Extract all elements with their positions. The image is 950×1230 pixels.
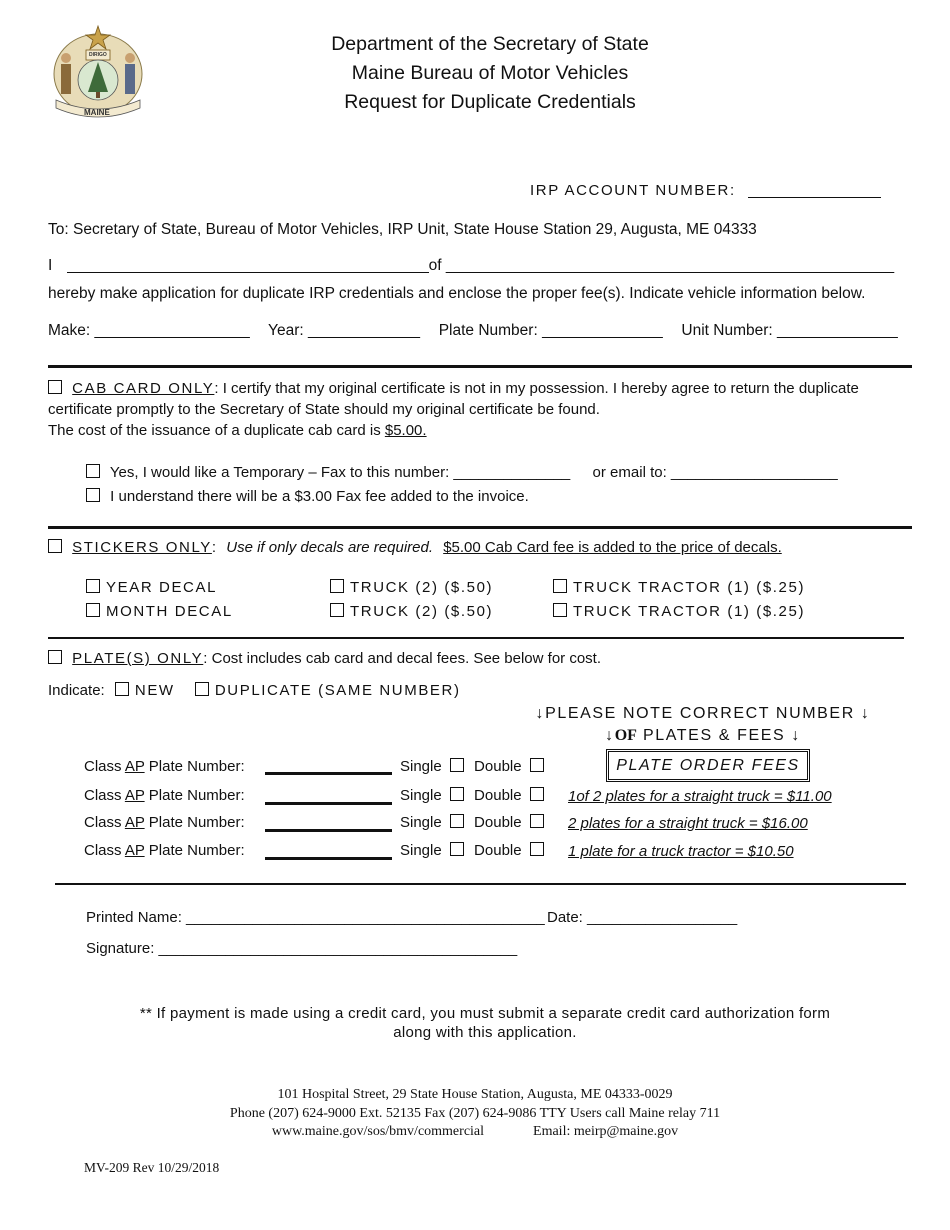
make-label: Make: bbox=[48, 322, 91, 339]
plate-row-class-label: Class bbox=[84, 842, 125, 859]
seal-motto: DIRIGO bbox=[89, 52, 107, 58]
to-line: To: Secretary of State, Bureau of Motor Vehicles, IRP Unit, State House Station 29, Augusta, ME 04333 bbox=[48, 221, 757, 238]
plate-row-ap: AP bbox=[124, 842, 145, 859]
plate-number-field[interactable]: ______________ bbox=[542, 322, 663, 339]
credit-card-note-line1: ** If payment is made using a credit card, you must submit a separate credit card authorization form bbox=[139, 1005, 831, 1022]
footer-email-link[interactable]: Email: meirp@maine.gov bbox=[533, 1124, 679, 1139]
plate-number-field-4[interactable] bbox=[265, 857, 392, 860]
printed-name-field[interactable]: Printed Name: ___________________________________________ bbox=[86, 909, 545, 926]
single-label: Single bbox=[400, 758, 442, 775]
single-label: Single bbox=[400, 842, 442, 859]
truck-decal-label-1: TRUCK (2) ($.50) bbox=[350, 579, 494, 596]
plate-row-class-label: Class bbox=[84, 814, 125, 831]
decal-option-truck-2 bbox=[330, 603, 493, 620]
plate-number-field-1[interactable] bbox=[265, 772, 392, 775]
applicant-of-field[interactable]: ____________________________________________________ bbox=[445, 257, 895, 274]
temporary-fax-checkbox[interactable] bbox=[86, 464, 100, 478]
plate-number-label: Plate Number: bbox=[438, 322, 538, 339]
plate-row-number-label: Plate Number: bbox=[144, 814, 245, 831]
double-checkbox-2[interactable] bbox=[530, 787, 544, 801]
plate-row-ap: AP bbox=[124, 814, 145, 831]
tractor-decal-label-2: TRUCK TRACTOR (1) ($.25) bbox=[573, 603, 806, 620]
year-decal-checkbox[interactable] bbox=[86, 579, 100, 593]
section-divider bbox=[48, 526, 912, 529]
new-plate-checkbox[interactable] bbox=[115, 682, 129, 696]
truck-decal-checkbox-2[interactable] bbox=[330, 603, 344, 617]
section-divider bbox=[55, 883, 906, 885]
decal-option-truck-1 bbox=[330, 579, 493, 596]
unit-number-label: Unit Number: bbox=[681, 322, 773, 339]
decal-option-year bbox=[86, 579, 217, 596]
date-field[interactable]: Date: __________________ bbox=[547, 909, 738, 926]
plates-checkbox[interactable] bbox=[48, 650, 62, 664]
plate-row-ap: AP bbox=[124, 787, 145, 804]
tractor-decal-label-1: TRUCK TRACTOR (1) ($.25) bbox=[573, 579, 806, 596]
footer-phone: Phone (207) 624-9000 Ext. 52135 Fax (207) 624-9086 TTY Users call Maine relay 711 bbox=[229, 1105, 721, 1121]
seal-name: MAINE bbox=[84, 108, 110, 117]
plate-row-2 bbox=[84, 787, 245, 804]
make-field[interactable]: __________________ bbox=[94, 322, 250, 339]
credit-card-note-line2: along with this application. bbox=[393, 1024, 577, 1041]
double-checkbox-1[interactable] bbox=[530, 758, 544, 772]
year-decal-label: YEAR DECAL bbox=[106, 579, 218, 596]
tractor-decal-checkbox-1[interactable] bbox=[553, 579, 567, 593]
plates-title: PLATE(S) ONLY bbox=[72, 650, 204, 667]
plate-number-field-3[interactable] bbox=[265, 829, 392, 832]
header-bureau: Maine Bureau of Motor Vehicles bbox=[351, 62, 629, 84]
stickers-checkbox[interactable] bbox=[48, 539, 62, 553]
single-checkbox-3[interactable] bbox=[450, 814, 464, 828]
plates-note-line1: ↓PLEASE NOTE CORRECT NUMBER ↓ bbox=[535, 705, 871, 722]
section-divider bbox=[48, 365, 912, 368]
applicant-name-field[interactable] bbox=[67, 258, 429, 273]
maine-state-seal bbox=[48, 20, 148, 120]
double-label: Double bbox=[474, 814, 522, 831]
plates-note-of: OF bbox=[614, 727, 637, 744]
decal-option-tractor-1 bbox=[553, 579, 805, 596]
plate-row-2-options bbox=[400, 787, 550, 804]
temporary-fax-row bbox=[86, 464, 838, 481]
plate-row-number-label: Plate Number: bbox=[144, 758, 245, 775]
fee-item-1: 1of 2 plates for a straight truck = $11.00 bbox=[568, 788, 832, 805]
fax-fee-checkbox[interactable] bbox=[86, 488, 100, 502]
vehicle-info-row bbox=[48, 322, 898, 340]
stickers-title: STICKERS ONLY bbox=[72, 539, 212, 556]
duplicate-plate-checkbox[interactable] bbox=[195, 682, 209, 696]
header-form-title: Request for Duplicate Credentials bbox=[344, 91, 636, 113]
fee-item-3: 1 plate for a truck tractor = $10.50 bbox=[568, 843, 794, 860]
fax-fee-row bbox=[86, 488, 529, 505]
temporary-fax-label: Yes, I would like a Temporary – Fax to this number: ______________ bbox=[109, 464, 571, 481]
double-label: Double bbox=[474, 842, 522, 859]
signature-field[interactable]: Signature: ___________________________________________ bbox=[86, 940, 518, 957]
plates-section bbox=[48, 650, 601, 667]
cab-card-certify-text: : I certify that my original certificate is not in my possession. I hereby agree to return the duplicate bbox=[214, 380, 859, 397]
cab-card-title: CAB CARD ONLY bbox=[72, 380, 215, 397]
double-checkbox-3[interactable] bbox=[530, 814, 544, 828]
footer-address: 101 Hospital Street, 29 State House Station, Augusta, ME 04333-0029 bbox=[277, 1087, 673, 1102]
header-department: Department of the Secretary of State bbox=[331, 33, 649, 55]
cab-card-checkbox[interactable] bbox=[48, 380, 62, 394]
plate-row-class-label: Class bbox=[84, 758, 125, 775]
unit-number-field[interactable]: ______________ bbox=[777, 322, 898, 339]
fee-item-2: 2 plates for a straight truck = $16.00 bbox=[568, 815, 808, 832]
credit-card-note bbox=[120, 1004, 850, 1042]
plate-row-3 bbox=[84, 814, 245, 831]
plate-row-class-label: Class bbox=[84, 787, 125, 804]
plate-row-number-label: Plate Number: bbox=[144, 787, 245, 804]
single-label: Single bbox=[400, 814, 442, 831]
cab-card-section bbox=[48, 378, 859, 441]
double-checkbox-4[interactable] bbox=[530, 842, 544, 856]
applicant-row bbox=[48, 257, 894, 275]
double-label: Double bbox=[474, 787, 522, 804]
plate-row-number-label: Plate Number: bbox=[144, 842, 245, 859]
cab-card-cost-value: $5.00. bbox=[384, 422, 427, 439]
single-checkbox-1[interactable] bbox=[450, 758, 464, 772]
cab-card-certify-text-2: certificate promptly to the Secretary of State should my original certificate be found. bbox=[48, 401, 600, 418]
applicant-of-label: of bbox=[428, 257, 442, 274]
form-id: MV-209 Rev 10/29/2018 bbox=[84, 1160, 220, 1175]
plates-text: : Cost includes cab card and decal fees. See below for cost. bbox=[203, 650, 602, 667]
stickers-note: Use if only decals are required. bbox=[226, 539, 434, 556]
tractor-decal-checkbox-2[interactable] bbox=[553, 603, 567, 617]
month-decal-checkbox[interactable] bbox=[86, 603, 100, 617]
stickers-section bbox=[48, 539, 782, 556]
truck-decal-label-2: TRUCK (2) ($.50) bbox=[350, 603, 494, 620]
decal-option-tractor-2 bbox=[553, 603, 805, 620]
plates-note bbox=[518, 703, 888, 747]
year-label: Year: bbox=[268, 322, 304, 339]
plates-note-arrow: ↓ bbox=[605, 727, 615, 744]
double-label: Double bbox=[474, 758, 522, 775]
single-checkbox-4[interactable] bbox=[450, 842, 464, 856]
indicate-label: Indicate: bbox=[48, 682, 105, 699]
email-label[interactable]: or email to: ____________________ bbox=[592, 464, 838, 481]
plate-row-1-options bbox=[400, 758, 550, 775]
cab-card-cost-text: The cost of the issuance of a duplicate cab card is bbox=[48, 422, 385, 439]
plate-row-ap: AP bbox=[124, 758, 145, 775]
irp-account-field[interactable] bbox=[748, 183, 881, 198]
single-label: Single bbox=[400, 787, 442, 804]
plate-row-3-options bbox=[400, 814, 550, 831]
decal-option-month bbox=[86, 603, 233, 620]
form-header bbox=[250, 30, 730, 117]
plates-note-rest: PLATES & FEES ↓ bbox=[636, 727, 801, 744]
stickers-fee-note: $5.00 Cab Card fee is added to the price of decals. bbox=[443, 539, 782, 556]
irp-account-row bbox=[530, 182, 881, 199]
single-checkbox-2[interactable] bbox=[450, 787, 464, 801]
applicant-i-label: I bbox=[48, 257, 53, 274]
duplicate-plate-label: DUPLICATE (SAME NUMBER) bbox=[214, 682, 461, 699]
plate-number-field-2[interactable] bbox=[265, 802, 392, 805]
plate-row-4 bbox=[84, 842, 245, 859]
truck-decal-checkbox-1[interactable] bbox=[330, 579, 344, 593]
footer-website-link[interactable]: www.maine.gov/sos/bmv/commercial bbox=[271, 1124, 485, 1139]
year-field[interactable]: _____________ bbox=[307, 322, 421, 339]
plate-row-4-options bbox=[400, 842, 550, 859]
plate-order-fees-title: PLATE ORDER FEES bbox=[616, 757, 800, 774]
stickers-colon: : bbox=[211, 539, 217, 556]
irp-account-label: IRP ACCOUNT NUMBER: bbox=[530, 182, 736, 199]
fax-fee-label: I understand there will be a $3.00 Fax fee added to the invoice. bbox=[110, 488, 529, 505]
section-divider bbox=[48, 637, 904, 639]
application-statement: hereby make application for duplicate IRP credentials and enclose the proper fee(s). Indicate vehicle information below. bbox=[48, 285, 866, 302]
plate-order-fees-box bbox=[606, 749, 810, 782]
new-plate-label: NEW bbox=[134, 682, 175, 699]
indicate-row bbox=[48, 682, 461, 699]
plate-row-1 bbox=[84, 758, 245, 775]
footer-contact bbox=[150, 1086, 800, 1142]
month-decal-label: MONTH DECAL bbox=[106, 603, 233, 620]
